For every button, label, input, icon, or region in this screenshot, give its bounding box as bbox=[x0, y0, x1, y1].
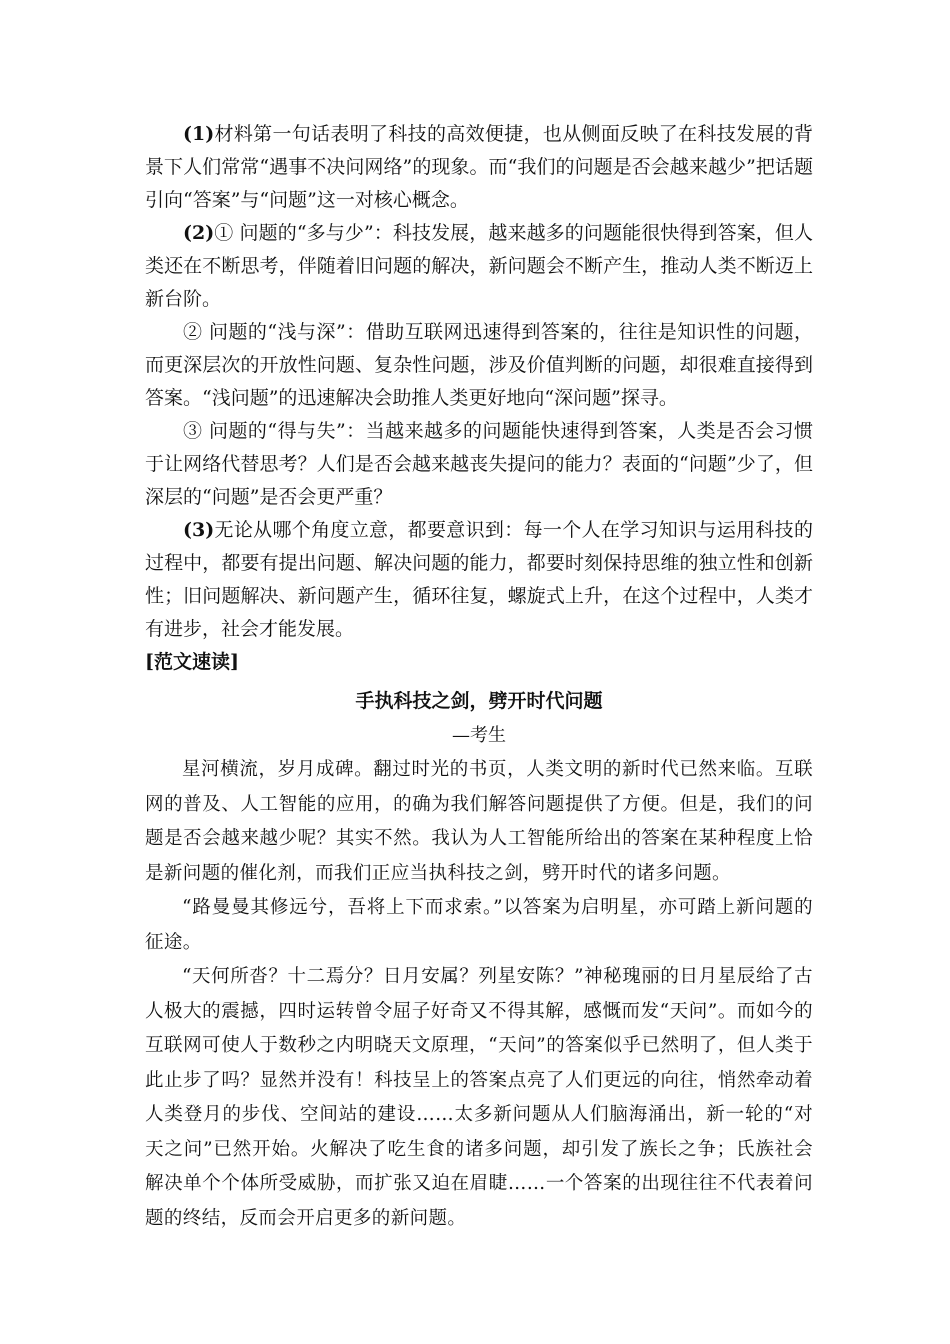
analysis-paragraph-2 bbox=[145, 217, 813, 316]
analysis-text-4: ③ 问题的“得与失”：当越来越多的问题能快速得到答案，人类是否会习惯于让网络代替思考？人们是否会越来越丧失提问的能力？表面的“问题”少了，但深层的“问题”是否会更严重？ bbox=[145, 420, 813, 508]
essay-paragraph-2: “路曼曼其修远兮，吾将上下而求索。”以答案为启明星，亦可踏上新问题的征途。 bbox=[145, 897, 813, 953]
analysis-text-5: 无论从哪个角度立意，都要意识到：每一个人在学习知识与运用科技的过程中，都要有提出问题、解决问题的能力，都要时刻保持思维的独立性和创新性；旧问题解决、新问题产生，循环往复，螺旋式上升，在这个过程中，人类才有进步，社会才能发展。 bbox=[145, 519, 813, 640]
section-label: [范文速读] bbox=[145, 651, 239, 673]
essay-title: 手执科技之剑，劈开时代问题 bbox=[355, 690, 603, 712]
analysis-marker-5: (3) bbox=[183, 519, 215, 541]
analysis-text-3: ② 问题的“浅与深”：借助互联网迅速得到答案的，往往是知识性的问题，而更深层次的开放性问题、复杂性问题，涉及价值判断的问题，却很难直接得到答案。“浅问题”的迅速解决会助推人类更好地向“深问题”探寻。 bbox=[145, 321, 813, 409]
analysis-paragraph-5 bbox=[145, 514, 813, 646]
analysis-text-2: ① 问题的“多与少”：科技发展，越来越多的问题能很快得到答案，但人类还在不断思考，伴随着旧问题的解决，新问题会不断产生，推动人类不断迈上新台阶。 bbox=[145, 222, 813, 310]
essay-author: —考生 bbox=[452, 725, 506, 746]
analysis-marker-2: (2) bbox=[183, 222, 215, 244]
analysis-paragraph-1 bbox=[145, 118, 813, 217]
analysis-text-1: 材料第一句话表明了科技的高效便捷，也从侧面反映了在科技发展的背景下人们常常“遇事不决问网络”的现象。而“我们的问题是否会越来越少”把话题引向“答案”与“问题”这一对核心概念。 bbox=[145, 123, 813, 211]
analysis-paragraph-3 bbox=[145, 316, 813, 415]
essay-paragraph-1: 星河横流，岁月成碑。翻过时光的书页，人类文明的新时代已然来临。互联网的普及、人工智能的应用，的确为我们解答问题提供了方便。但是，我们的问题是否会越来越少呢？其实不然。我认为人工智能所给出的答案在某种程度上恰是新问题的催化剂，而我们正应当执科技之剑，劈开时代的诸多问题。 bbox=[145, 759, 813, 884]
analysis-marker-1: (1) bbox=[183, 123, 215, 145]
essay-paragraph-3: “天何所沓？十二焉分？日月安属？列星安陈？”神秘瑰丽的日月星辰给了古人极大的震撼，四时运转曾令屈子好奇又不得其解，感慨而发“天问”。而如今的互联网可使人于数秒之内明晓天文原理，“天问”的答案似乎已然明了，但人类于此止步了吗？显然并没有！科技呈上的答案点亮了人们更远的向往，悄然牵动着人类登月的步伐、空间站的建设……太多新问题从人们脑海涌出，新一轮的“对天之问”已然开始。火解决了吃生食的诸多问题，却引发了族长之争；氏族社会解决单个个体所受威胁，而扩张又迫在眉睫……一个答案的出现往往不代表着问题的终结，反而会开启更多的新问题。 bbox=[145, 966, 813, 1229]
analysis-paragraph-4 bbox=[145, 415, 813, 514]
document-page bbox=[145, 118, 813, 1236]
